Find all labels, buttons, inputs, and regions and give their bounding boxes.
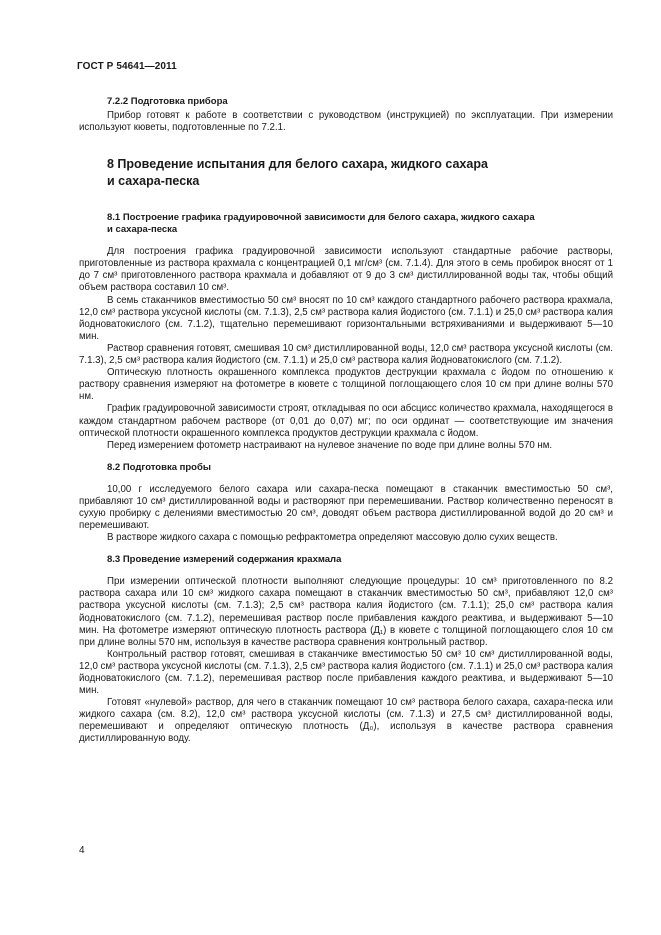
paragraph: 10,00 г исследуемого белого сахара или сахара-песка помещают в стаканчик вместимостью 50 см³, прибавляют 10 см³ дистиллированной воды и растворяют при перемешивании. Раствор количественно переносят в сухую пробирку с делениями вместимостью 20 см³, доводят объем раствора дистиллированной водой до 20 см³ и перемешивают.: [79, 483, 613, 532]
chapter-heading-line1: 8 Проведение испытания для белого сахара, жидкого сахара: [107, 157, 488, 172]
section-8: [79, 156, 613, 190]
paragraph: Для построения графика градуировочной зависимости используют стандартные рабочие растворы, приготовленные из раствора крахмала с концентрацией 0,1 мг/см³ (см. 7.1.4). Для этого в семь пробирок вносят от 1 до 7 см³ приготовленного раствора крахмала и добавляют от 9 до 3 см³ дистиллированной воды так, чтобы общий объем раствора составил 10 см³.: [79, 246, 613, 294]
paragraph: Оптическую плотность окрашенного комплекса продуктов деструкции крахмала с йодом по отношению к раствору сравнения измеряют на фотометре в кювете с толщиной поглощающего слоя 10 см при длине волны 570 нм.: [79, 367, 613, 403]
paragraph: Готовят «нулевой» раствор, для чего в стаканчик помещают 10 см³ раствора белого сахара, сахара-песка или жидкого сахара (см. 8.2), 12,0 см³ раствора уксусной кислоты (см. 7.1.3) и 27,5 см³ дистиллированной воды, перемешивают и определяют оптическую плотность (Д₀), используя в качестве раствора сравнения дистиллированную воду.: [79, 697, 613, 745]
paragraph: Контрольный раствор готовят, смешивая в стаканчике вместимостью 50 см³ 10 см³ дистиллированной воды, 12,0 см³ раствора уксусной кислоты (см. 7.1.3), 2,5 см³ раствора калия йодистого (см. 7.1.1) и 25,0 см³ раствора калия йодноватокислого (см. 7.1.2), перемешивая раствор после прибавления каждого реактива, и выдерживают 5—10 мин.: [79, 648, 613, 697]
section-8-1: [79, 212, 613, 452]
paragraph: Перед измерением фотометр настраивают на нулевое значение по воде при длине волны 570 нм.: [107, 439, 553, 451]
paragraph: Прибор готовят к работе в соответствии с руководством (инструкцией) по эксплуатации. При измерении используют кюветы, подготовленные по 7.2.1.: [79, 110, 613, 134]
section-heading: 8.2 Подготовка пробы: [107, 461, 211, 473]
paragraph: При измерении оптической плотности выполняют следующие процедуры: 10 см³ приготовленного по 8.2 раствора сахара или 10 см³ жидкого сахара помещают в стаканчик вместимостью 50 см³, прибавляют 12,0 см³ раствора уксусной кислоты (см. 7.1.3); 2,5 см³ раствора калия йодистого (см. 7.1.1); 25,0 см³ раствора калия йодноватокислого (см. 7.1.2), перемешивая раствор после прибавления каждого реактива, и выдерживают 5—10 мин. На фотометре измеряют оптическую плотность раствора (Д₁) в кювете с толщиной поглощающего слоя 10 см при длине волны 570 нм, используя в качестве раствора сравнения контрольный раствор.: [79, 576, 613, 648]
paragraph: В растворе жидкого сахара с помощью рефрактометра определяют массовую долю сухих веществ.: [107, 532, 558, 544]
standard-code-header: ГОСТ Р 54641—2011: [77, 61, 177, 72]
section-8-2: [79, 462, 613, 544]
paragraph: Раствор сравнения готовят, смешивая 10 см³ дистиллированной воды, 12,0 см³ раствора уксусной кислоты (см. 7.1.3), 2,5 см³ раствора калия йодистого (см. 7.1.1) и 25,0 см³ раствора калия йодноватокислого (см. 7.1.2).: [79, 342, 613, 367]
chapter-heading-line2: и сахара-песка: [107, 174, 200, 189]
section-7-2-2: [79, 96, 613, 134]
document-body: [79, 96, 613, 746]
page-number: 4: [79, 845, 85, 856]
section-heading: 7.2.2 Подготовка прибора: [107, 96, 228, 107]
section-heading-line1: 8.1 Построение графика градуировочной зависимости для белого сахара, жидкого сахара: [107, 212, 535, 224]
section-8-3: [79, 554, 613, 745]
section-heading: 8.3 Проведение измерений содержания крахмала: [107, 554, 342, 566]
paragraph: В семь стаканчиков вместимостью 50 см³ вносят по 10 см³ каждого стандартного рабочего раствора крахмала, 12,0 см³ раствора уксусной кислоты (см. 7.1.3), 2,5 см³ раствора калия йодистого (см. 7.1.1) и 25,0 см³ раствора калия йодноватокислого (см. 7.1.2), тщательно перемешивают горизонтальными встряхиваниями и выдерживают 5—10 мин.: [79, 294, 613, 342]
section-heading-line2: и сахара-песка: [107, 224, 178, 236]
paragraph: График градуировочной зависимости строят, откладывая по оси абсцисс количество крахмала, находящегося в каждом стандартном рабочем растворе (от 0,01 до 0,07) мг; по оси ординат — соответствующие им значения оптической плотности окрашенного комплекса продуктов деструкции крахмала с йодом.: [79, 403, 613, 439]
